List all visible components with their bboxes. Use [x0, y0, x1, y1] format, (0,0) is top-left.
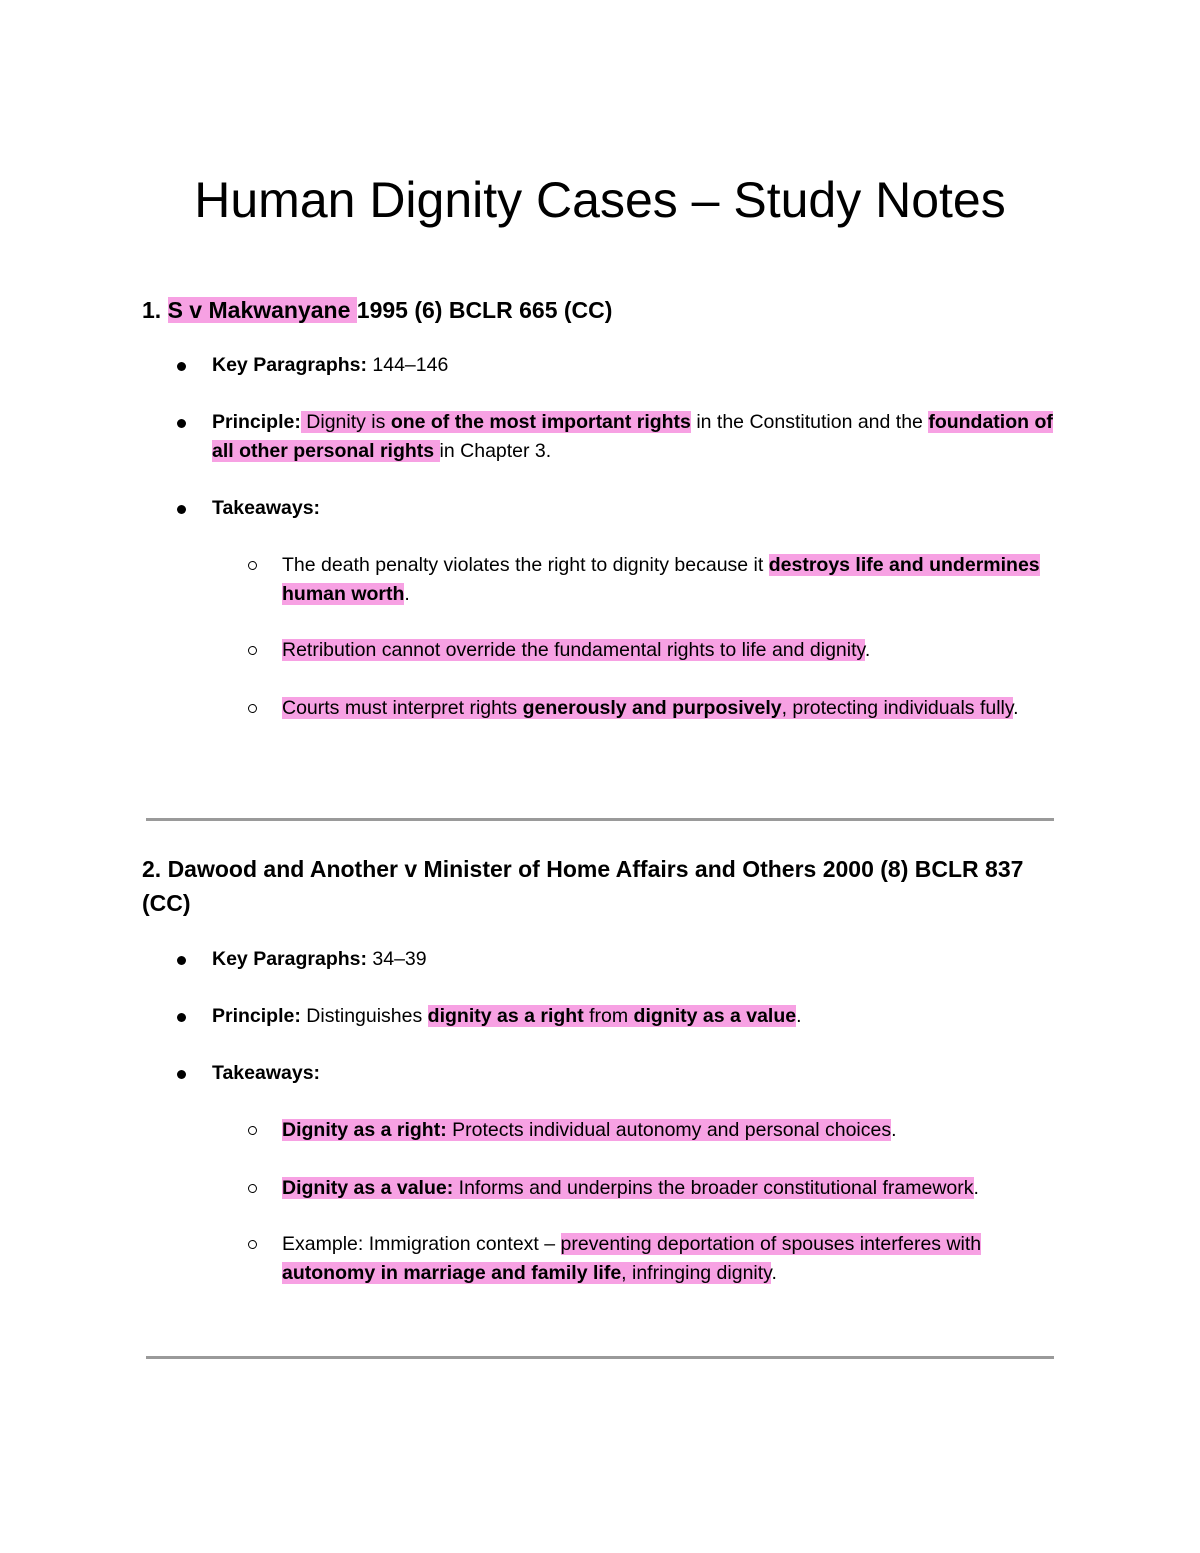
principle-bold: dignity as a right [427, 1005, 584, 1027]
takeaway-end: . [891, 1119, 897, 1141]
page-title: Human Dignity Cases – Study Notes [194, 172, 1006, 228]
horizontal-rule [146, 1356, 1054, 1359]
takeaways-label: Takeaways: [212, 497, 321, 519]
principle-bold: one of the most important rights [390, 411, 691, 433]
takeaway-bold: Dignity as a value: [282, 1177, 454, 1199]
case-1-takeaway-2 [282, 636, 1062, 665]
takeaway-text: Example: Immigration context – [282, 1233, 561, 1255]
takeaway-end: . [864, 639, 871, 661]
principle-label: Principle: [212, 1005, 301, 1027]
case-2-takeaways-label [212, 1059, 1062, 1088]
takeaway-end: . [404, 582, 410, 605]
case-2-takeaway-3 [282, 1230, 1062, 1287]
key-paragraphs-value: 34–39 [366, 948, 427, 970]
takeaway-end: . [1013, 697, 1019, 719]
case-2-key-paragraphs [212, 945, 1062, 974]
case-1-principle [212, 408, 1062, 465]
takeaway-text: Protects individual autonomy and personal choices [446, 1119, 892, 1141]
principle-text: Dignity is [300, 411, 391, 433]
case-2-takeaway-2 [282, 1174, 1062, 1203]
takeaway-bold: autonomy in marriage and family life [282, 1261, 622, 1284]
case-2-heading: 2. Dawood and Another v Minister of Home Affairs and Others 2000 (8) BCLR 837 (CC) [142, 856, 1024, 916]
takeaway-text: , protecting individuals fully [781, 697, 1014, 719]
horizontal-rule [146, 818, 1054, 821]
takeaway-text: Courts must interpret rights [282, 697, 523, 719]
case-1-key-paragraphs [212, 351, 1062, 380]
takeaway-bold: generously and purposively [522, 697, 782, 719]
principle-bold: foundation of all other personal rights [212, 411, 1053, 462]
principle-text: from [583, 1005, 634, 1027]
takeaway-text: preventing deportation of spouses interferes with [560, 1233, 982, 1255]
principle-label: Principle: [212, 411, 301, 433]
takeaway-text: The death penalty violates the right to dignity because it [282, 554, 769, 576]
key-paragraphs-label: Key Paragraphs: [212, 948, 367, 970]
principle-text: Distinguishes [300, 1005, 428, 1027]
case-1-name: S v Makwanyane [167, 297, 357, 323]
case-1-citation: 1995 (6) BCLR 665 (CC) [356, 297, 613, 323]
case-1-takeaway-3 [282, 694, 1062, 723]
takeaway-text: Informs and underpins the broader constitutional framework [453, 1177, 974, 1199]
principle-text: in the Constitution and the [690, 411, 929, 433]
takeaway-text: , infringing dignity [621, 1261, 772, 1284]
key-paragraphs-label: Key Paragraphs: [212, 354, 367, 376]
takeaway-text: Retribution cannot override the fundamental rights to life and dignity [282, 639, 865, 661]
case-2-takeaway-1 [282, 1116, 1062, 1145]
takeaway-bold: Dignity as a right: [282, 1119, 447, 1141]
principle-bold: dignity as a value [633, 1005, 797, 1027]
takeaways-label: Takeaways: [212, 1062, 321, 1084]
takeaway-end: . [771, 1261, 777, 1284]
takeaway-bold: destroys life and undermines human worth [282, 554, 1040, 605]
case-1-heading [142, 293, 1042, 327]
case-1-takeaways-label [212, 494, 1062, 523]
key-paragraphs-value: 144–146 [366, 354, 449, 376]
principle-end: . [796, 1005, 802, 1027]
case-1-number: 1. [142, 297, 168, 323]
case-1-takeaway-1 [282, 551, 1062, 608]
takeaway-end: . [973, 1177, 979, 1199]
principle-text: in Chapter 3. [439, 439, 552, 462]
case-2-principle [212, 1002, 1062, 1031]
